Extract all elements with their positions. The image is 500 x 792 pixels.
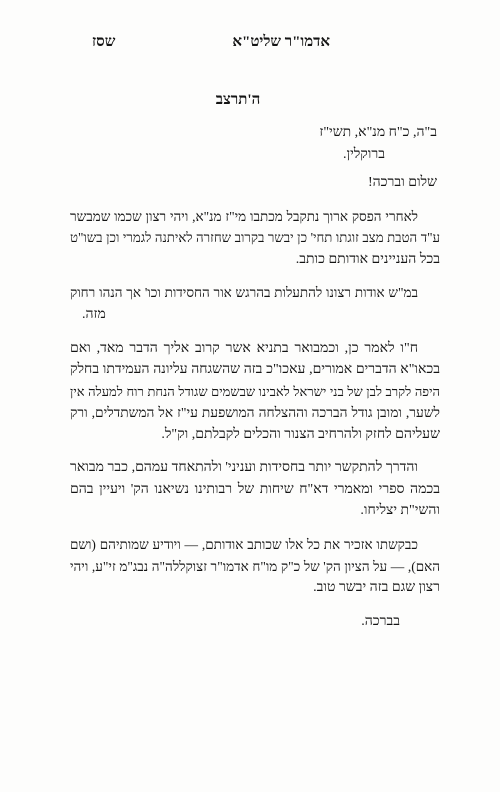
paragraph-3-line-2: בכאו"א הדברים אמורים, עאכו"כ בזה שהשגחה עליונה העמידתו בחלק xyxy=(70,362,440,377)
letter-number: ה'תרצב xyxy=(215,92,261,108)
paragraph-2-line-2: מזה. xyxy=(82,307,106,322)
paragraph-3-line-4: לשער, ומובן גודל הברכה וההצלחה המושפעת עי"ז אל המשתדלים, ורק xyxy=(70,405,440,420)
paragraph-1-line-3: בכל העניינים אודותם כותב. xyxy=(295,252,440,267)
letter-place: ברוקלין. xyxy=(343,147,385,162)
paragraph-4-line-1: והדרך להתקשר יותר בחסידות ועניני' ולהתאחד עמהם, כבר מבואר xyxy=(70,460,418,475)
page-number: שסז xyxy=(92,34,116,50)
greeting: שלום וברכה! xyxy=(367,175,437,190)
paragraph-1-line-2: ע"ד הטבת מצב זוגתו תחי' כן יבשר בקרוב שחזרה לאיתנה לגמרי וכן בשו"ט xyxy=(70,230,440,245)
running-title: אדמו"ר שליט"א xyxy=(232,34,330,50)
paragraph-2-line-1: במ"ש אודות רצונו להתעלות בהרגש אור החסידות וכו' אך הנהו רחוק xyxy=(70,285,418,300)
paragraph-5-line-2: האם), — על הציון הק' של כ"ק מו"ח אדמו"ר זצוקללה"ה נבג"מ זי"ע, ויהי xyxy=(70,559,440,574)
letter-date: ב"ה, כ"ח מנ"א, תשי"ז xyxy=(319,125,437,140)
paragraph-5-line-1: כבקשתו אזכיר את כל אלו שכותב אודותם, — ויודיע שמותיהם (ושם xyxy=(70,537,418,552)
paragraph-4-line-3: והשי"ת יצליחו. xyxy=(360,503,440,518)
paragraph-3-line-1: ח"ו לאמר כן, וכמבואר בתניא אשר קרוב אליך הדבר מאד, ואם xyxy=(70,341,418,356)
paragraph-1-line-1: לאחרי הפסק ארוך נתקבל מכתבו מי"ז מנ"א, ויהי רצון שכמו שמבשר xyxy=(70,209,418,224)
paragraph-3-line-3: היפה לקרב לבן של בני ישראל לאבינו שבשמים שגודל הנחת רוח למעלה אין xyxy=(70,384,440,399)
paragraph-5-line-3: רצון שגם בזה יבשר טוב. xyxy=(313,580,440,595)
paragraph-4-line-2: בכמה ספרי ומאמרי דא"ח שיחות של רבותינו נשיאנו הק' ויעיין בהם xyxy=(70,482,440,497)
closing: בברכה. xyxy=(361,614,400,629)
paragraph-3-line-5: שעליהם לחזק ולהרחיב הצנור והכלים לקבלתם, וק"ל. xyxy=(161,427,440,442)
